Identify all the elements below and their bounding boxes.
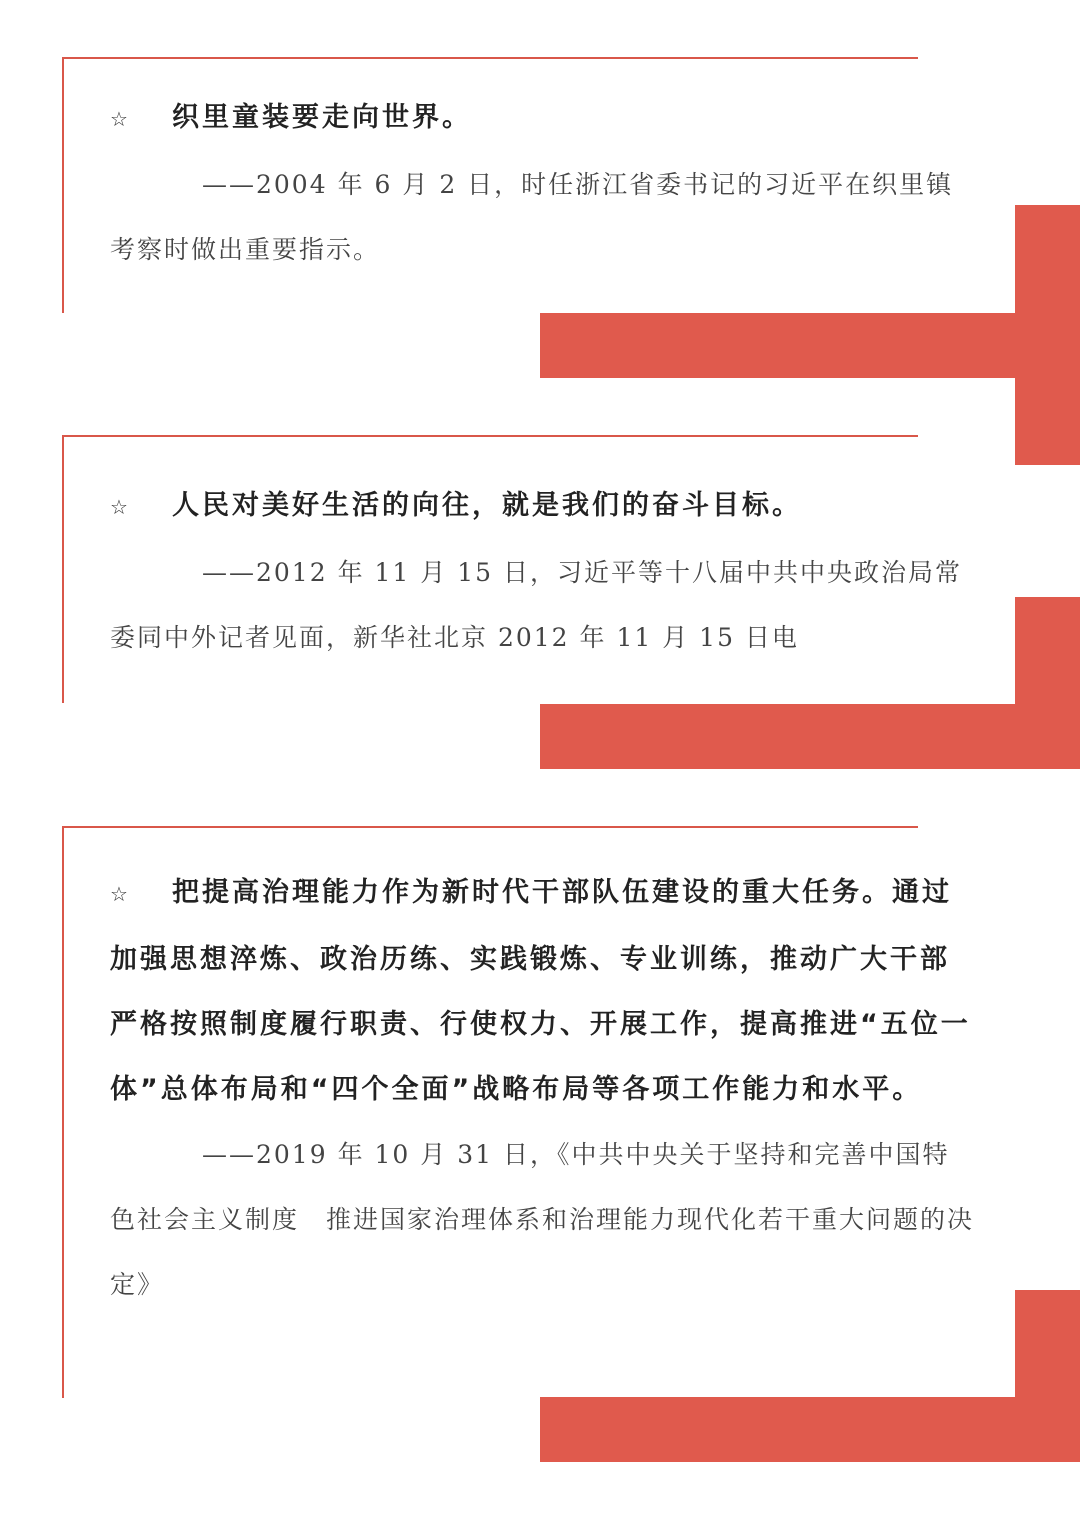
quote-source: ——2012 年 11 月 15 日，习近平等十八届中共中央政治局常委同中外记者见面，新华社北京 2012 年 11 月 15 日电 bbox=[110, 558, 962, 652]
decor-block-bottom bbox=[540, 1397, 1080, 1462]
star-icon: ☆ bbox=[110, 495, 128, 519]
card-frame-left bbox=[62, 57, 64, 313]
quote-content bbox=[110, 473, 975, 670]
quote-text bbox=[110, 473, 975, 540]
decor-block-bottom bbox=[540, 704, 1080, 769]
star-icon: ☆ bbox=[110, 882, 128, 906]
quote-body: 把提高治理能力作为新时代干部队伍建设的重大任务。通过加强思想淬炼、政治历练、实践锻炼、专业训练，推动广大干部严格按照制度履行职责、行使权力、开展工作，提高推进“五位一体”总体布局和“四个全面”战略布局等各项工作能力和水平。 bbox=[110, 877, 971, 1105]
card-frame-left bbox=[62, 826, 64, 1398]
quote-text bbox=[110, 85, 975, 152]
star-icon: ☆ bbox=[110, 107, 128, 131]
quote-content bbox=[110, 85, 975, 282]
card-frame-top bbox=[62, 57, 918, 59]
card-frame-top bbox=[62, 826, 918, 828]
card-frame-left bbox=[62, 435, 64, 703]
quote-body: 人民对美好生活的向往，就是我们的奋斗目标。 bbox=[172, 490, 802, 521]
card-frame-top bbox=[62, 435, 918, 437]
decor-block-bottom bbox=[540, 313, 1080, 378]
quote-body: 织里童装要走向世界。 bbox=[172, 102, 472, 133]
quote-source: ——2019 年 10 月 31 日，《中共中央关于坚持和完善中国特色社会主义制度 推进国家治理体系和治理能力现代化若干重大问题的决定》 bbox=[110, 1140, 975, 1299]
quote-source: ——2004 年 6 月 2 日，时任浙江省委书记的习近平在织里镇考察时做出重要指示。 bbox=[110, 170, 954, 264]
quote-text bbox=[110, 860, 975, 1122]
quote-content bbox=[110, 860, 975, 1317]
